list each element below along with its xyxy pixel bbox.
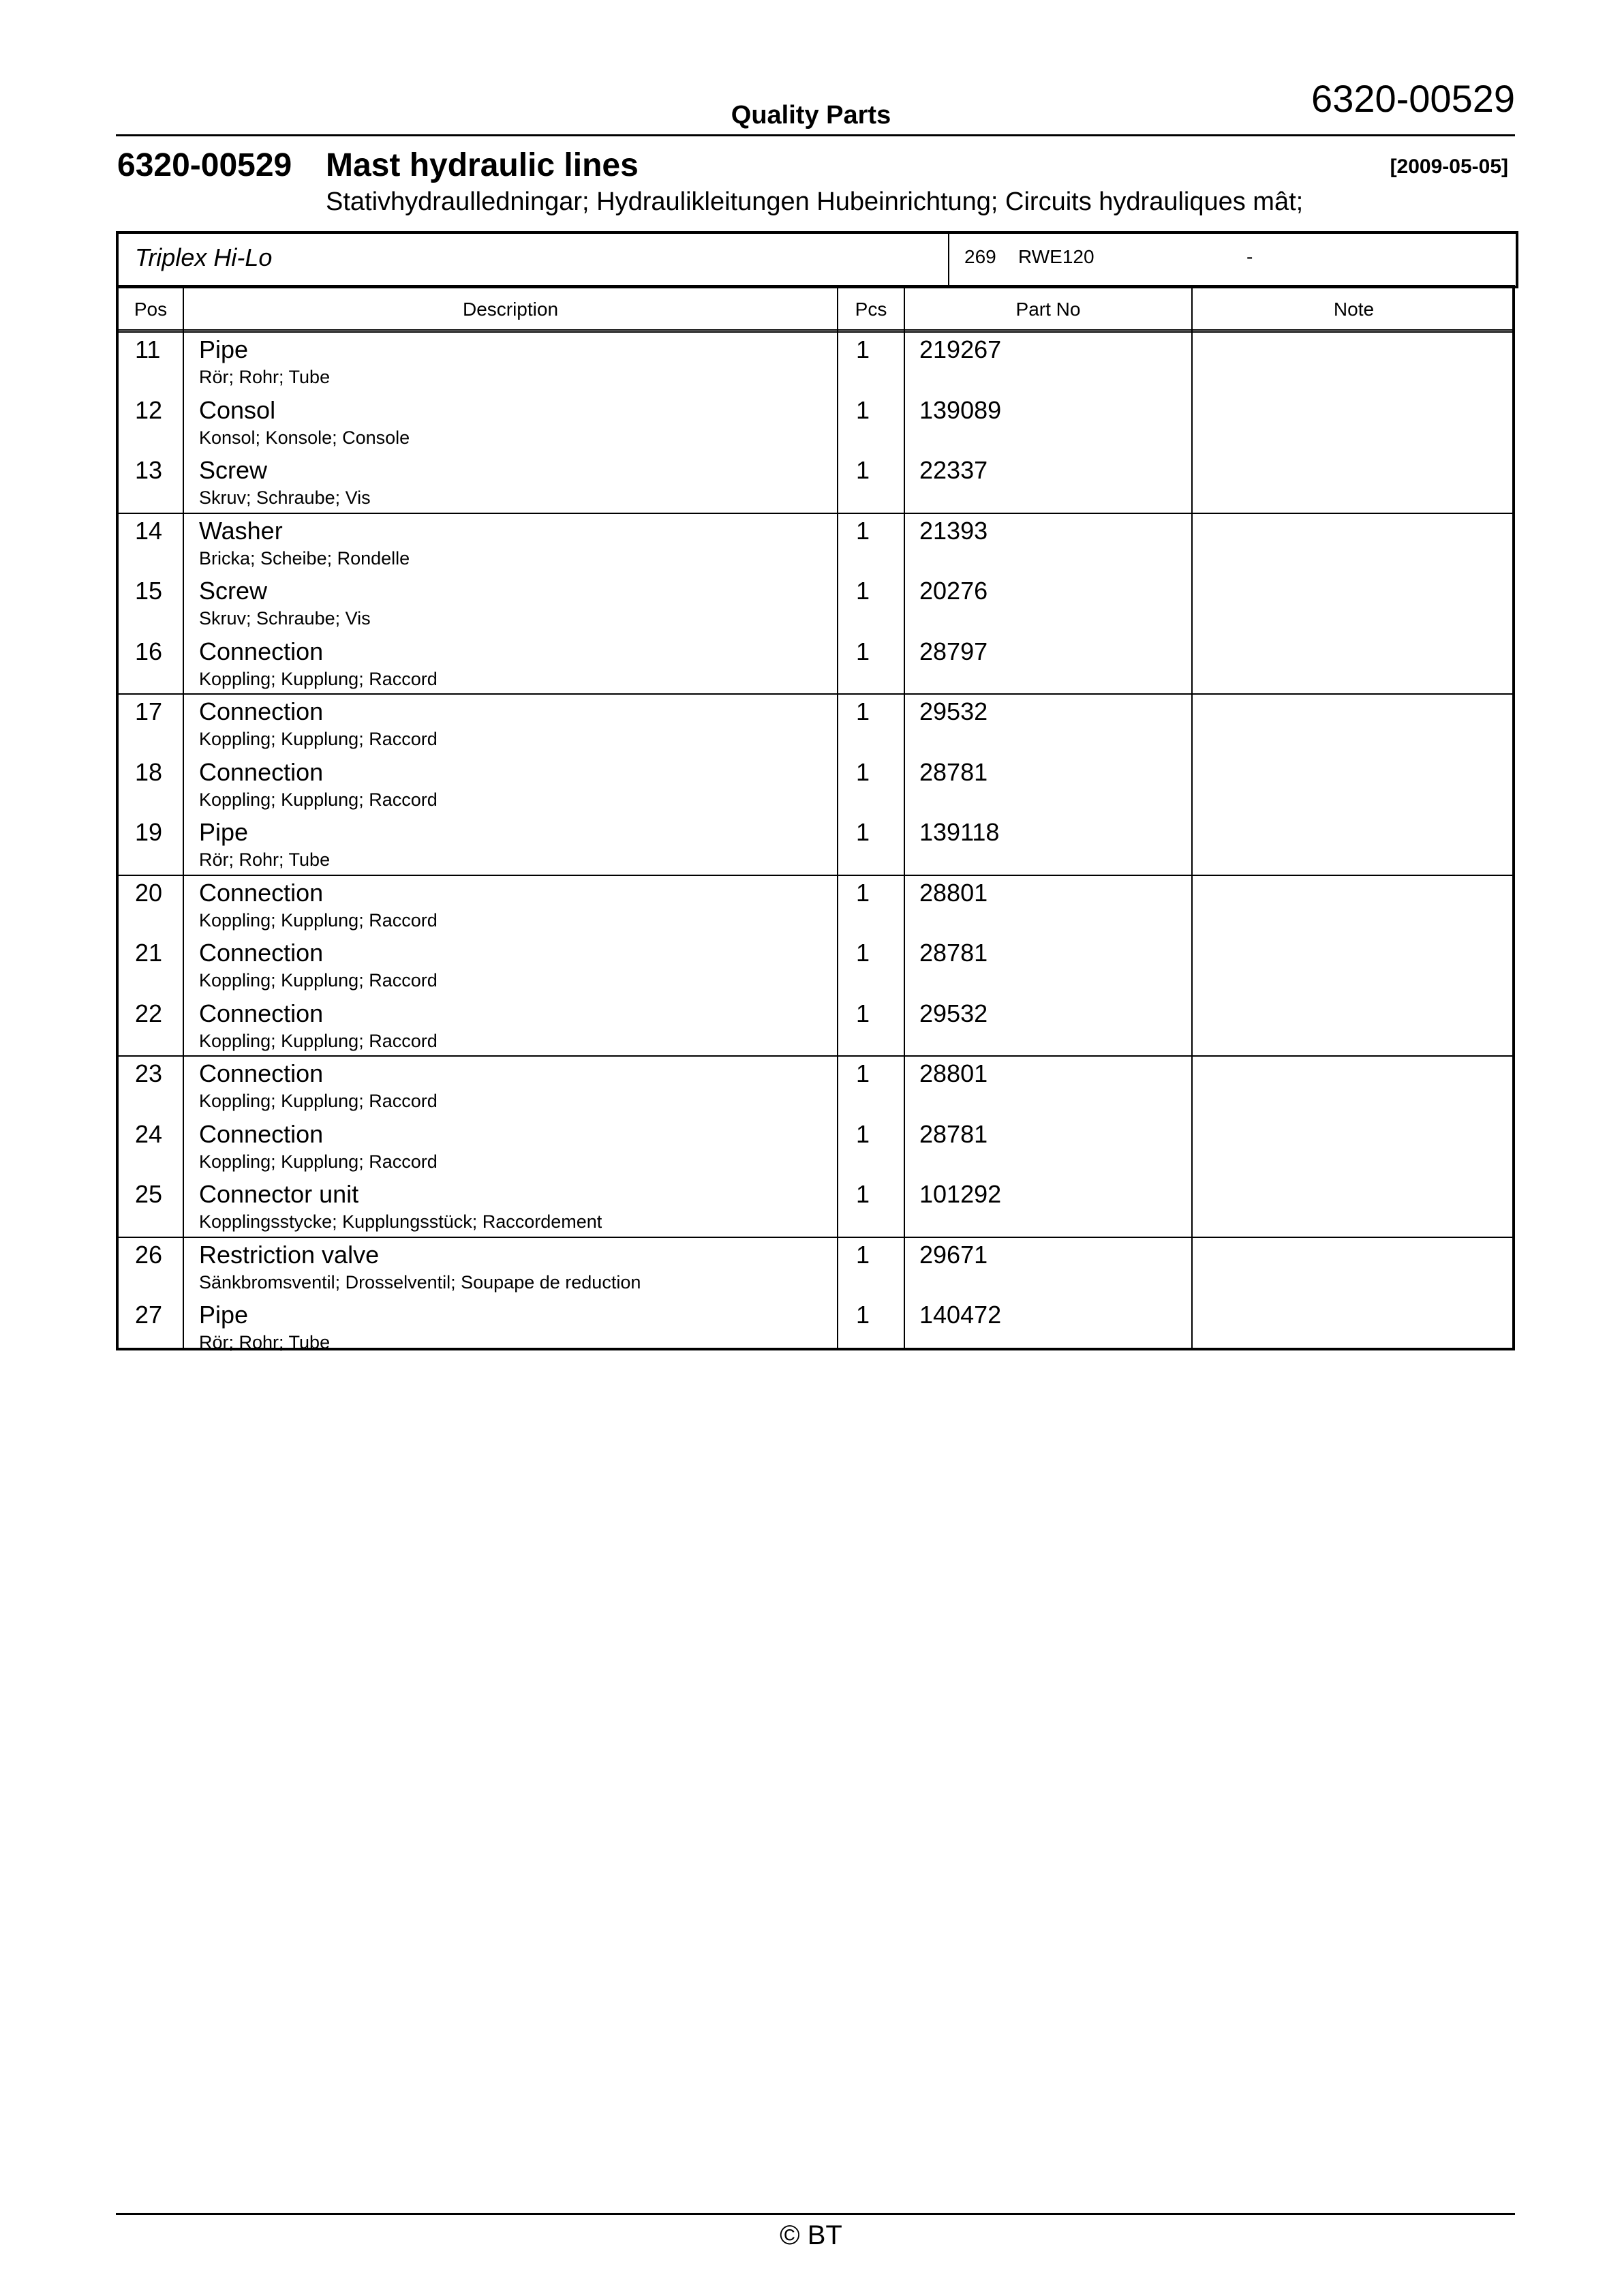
row-part-no: 219267 xyxy=(919,335,1002,363)
row-translations: Bricka; Scheibe; Rondelle xyxy=(199,547,410,569)
row-pcs: 1 xyxy=(856,1301,870,1329)
row-description: Connection xyxy=(199,878,324,907)
column-header-pos: Pos xyxy=(134,299,168,320)
row-translations: Skruv; Schraube; Vis xyxy=(199,487,371,508)
row-pcs: 1 xyxy=(856,516,870,545)
row-part-no: 29532 xyxy=(919,697,988,725)
table-row xyxy=(119,755,1512,815)
parts-table xyxy=(116,285,1515,1353)
row-description: Connection xyxy=(199,999,324,1027)
row-description: Screw xyxy=(199,456,268,484)
row-pos: 11 xyxy=(135,335,161,363)
row-pcs: 1 xyxy=(856,335,870,363)
row-part-no: 28781 xyxy=(919,939,988,967)
row-pcs: 1 xyxy=(856,1119,870,1148)
row-pos: 14 xyxy=(135,516,163,545)
table-row xyxy=(119,1117,1512,1177)
header-rule xyxy=(116,134,1515,136)
row-translations: Koppling; Kupplung; Raccord xyxy=(199,1030,438,1051)
row-pos: 18 xyxy=(135,757,163,786)
table-row xyxy=(119,936,1512,996)
row-description: Pipe xyxy=(199,1301,249,1329)
row-pcs: 1 xyxy=(856,999,870,1027)
row-description: Consol xyxy=(199,395,276,424)
document-code: 6320-00529 xyxy=(117,147,292,183)
row-pcs: 1 xyxy=(856,1240,870,1269)
table-row xyxy=(119,876,1512,936)
model-code: RWE120 xyxy=(1018,246,1095,267)
row-description: Restriction valve xyxy=(199,1240,380,1269)
row-description: Connection xyxy=(199,1119,324,1148)
row-pcs: 1 xyxy=(856,456,870,484)
row-pos: 15 xyxy=(135,577,163,605)
row-part-no: 139118 xyxy=(919,818,1000,846)
row-description: Connection xyxy=(199,637,324,665)
row-pcs: 1 xyxy=(856,818,870,846)
table-row xyxy=(119,333,1512,393)
row-translations: Koppling; Kupplung; Raccord xyxy=(199,970,438,991)
model-box xyxy=(116,231,1518,288)
model-number: 269 xyxy=(964,246,996,267)
column-header-pcs: Pcs xyxy=(855,299,887,320)
row-pcs: 1 xyxy=(856,1180,870,1208)
row-description: Connection xyxy=(199,697,324,725)
row-translations: Konsol; Konsole; Console xyxy=(199,427,410,448)
table-row xyxy=(119,815,1512,875)
document-subtitle: Stativhydraulledningar; Hydraulikleitungen Hubeinrichtung; Circuits hydrauliques mât; xyxy=(326,187,1304,216)
row-translations: Skruv; Schraube; Vis xyxy=(199,608,371,629)
row-pos: 16 xyxy=(135,637,163,665)
row-translations: Koppling; Kupplung; Raccord xyxy=(199,729,438,749)
row-description: Pipe xyxy=(199,335,249,363)
row-description: Connection xyxy=(199,1059,324,1087)
row-pcs: 1 xyxy=(856,939,870,967)
table-row xyxy=(119,393,1512,453)
row-part-no: 29532 xyxy=(919,999,988,1027)
row-pos: 17 xyxy=(135,697,163,725)
row-pcs: 1 xyxy=(856,697,870,725)
row-pcs: 1 xyxy=(856,577,870,605)
row-description: Connector unit xyxy=(199,1180,359,1208)
row-pcs: 1 xyxy=(856,1059,870,1087)
row-pos: 23 xyxy=(135,1059,163,1087)
row-translations: Rör; Rohr; Tube xyxy=(199,1332,331,1353)
table-row xyxy=(119,1238,1512,1298)
row-description: Washer xyxy=(199,516,283,545)
footer-rule xyxy=(116,2213,1515,2215)
row-part-no: 20276 xyxy=(919,577,988,605)
header-title: Quality Parts xyxy=(731,101,891,130)
row-part-no: 101292 xyxy=(919,1180,1002,1208)
row-pos: 27 xyxy=(135,1301,163,1329)
model-extra: - xyxy=(1246,246,1253,267)
row-translations: Koppling; Kupplung; Raccord xyxy=(199,1091,438,1111)
table-row xyxy=(119,514,1512,574)
table-row xyxy=(119,695,1512,755)
row-description: Screw xyxy=(199,577,268,605)
row-pos: 19 xyxy=(135,818,163,846)
model-divider xyxy=(948,234,949,286)
row-pcs: 1 xyxy=(856,395,870,424)
row-part-no: 139089 xyxy=(919,395,1002,424)
row-part-no: 28797 xyxy=(919,637,988,665)
row-part-no: 21393 xyxy=(919,516,988,545)
row-pos: 13 xyxy=(135,456,163,484)
footer-copyright: © BT xyxy=(780,2220,842,2250)
row-pos: 25 xyxy=(135,1180,163,1208)
table-row xyxy=(119,1057,1512,1117)
column-header-description: Description xyxy=(462,299,559,320)
row-translations: Koppling; Kupplung; Raccord xyxy=(199,789,438,810)
row-translations: Kopplingsstycke; Kupplungsstück; Raccordement xyxy=(199,1211,602,1232)
table-row xyxy=(119,1298,1512,1358)
row-translations: Sänkbromsventil; Drosselventil; Soupape de reduction xyxy=(199,1271,641,1293)
row-part-no: 29671 xyxy=(919,1240,988,1269)
row-pcs: 1 xyxy=(856,878,870,907)
row-description: Pipe xyxy=(199,818,249,846)
row-description: Connection xyxy=(199,757,324,786)
row-description: Connection xyxy=(199,939,324,967)
table-row xyxy=(119,997,1512,1057)
row-part-no: 28801 xyxy=(919,1059,988,1087)
row-pcs: 1 xyxy=(856,637,870,665)
row-pos: 24 xyxy=(135,1119,163,1148)
row-part-no: 28781 xyxy=(919,1119,988,1148)
row-pos: 26 xyxy=(135,1240,163,1269)
row-pcs: 1 xyxy=(856,757,870,786)
row-part-no: 22337 xyxy=(919,456,988,484)
row-translations: Koppling; Kupplung; Raccord xyxy=(199,909,438,931)
table-row xyxy=(119,574,1512,634)
row-translations: Rör; Rohr; Tube xyxy=(199,849,331,870)
column-header-note: Note xyxy=(1333,299,1375,320)
document-title: Mast hydraulic lines xyxy=(326,147,639,183)
row-pos: 12 xyxy=(135,395,163,424)
column-header-part-no: Part No xyxy=(1015,299,1081,320)
row-pos: 20 xyxy=(135,878,163,907)
table-row xyxy=(119,453,1512,513)
table-row xyxy=(119,635,1512,695)
document-date: [2009-05-05] xyxy=(1390,155,1508,178)
row-pos: 21 xyxy=(135,939,163,967)
row-part-no: 140472 xyxy=(919,1301,1002,1329)
row-pos: 22 xyxy=(135,999,163,1027)
row-translations: Koppling; Kupplung; Raccord xyxy=(199,668,438,689)
header-doc-number: 6320-00529 xyxy=(1311,77,1515,120)
row-part-no: 28801 xyxy=(919,878,988,907)
table-row xyxy=(119,1177,1512,1237)
row-translations: Rör; Rohr; Tube xyxy=(199,367,331,387)
row-part-no: 28781 xyxy=(919,757,988,786)
row-translations: Koppling; Kupplung; Raccord xyxy=(199,1151,438,1172)
model-name: Triplex Hi-Lo xyxy=(135,243,273,271)
